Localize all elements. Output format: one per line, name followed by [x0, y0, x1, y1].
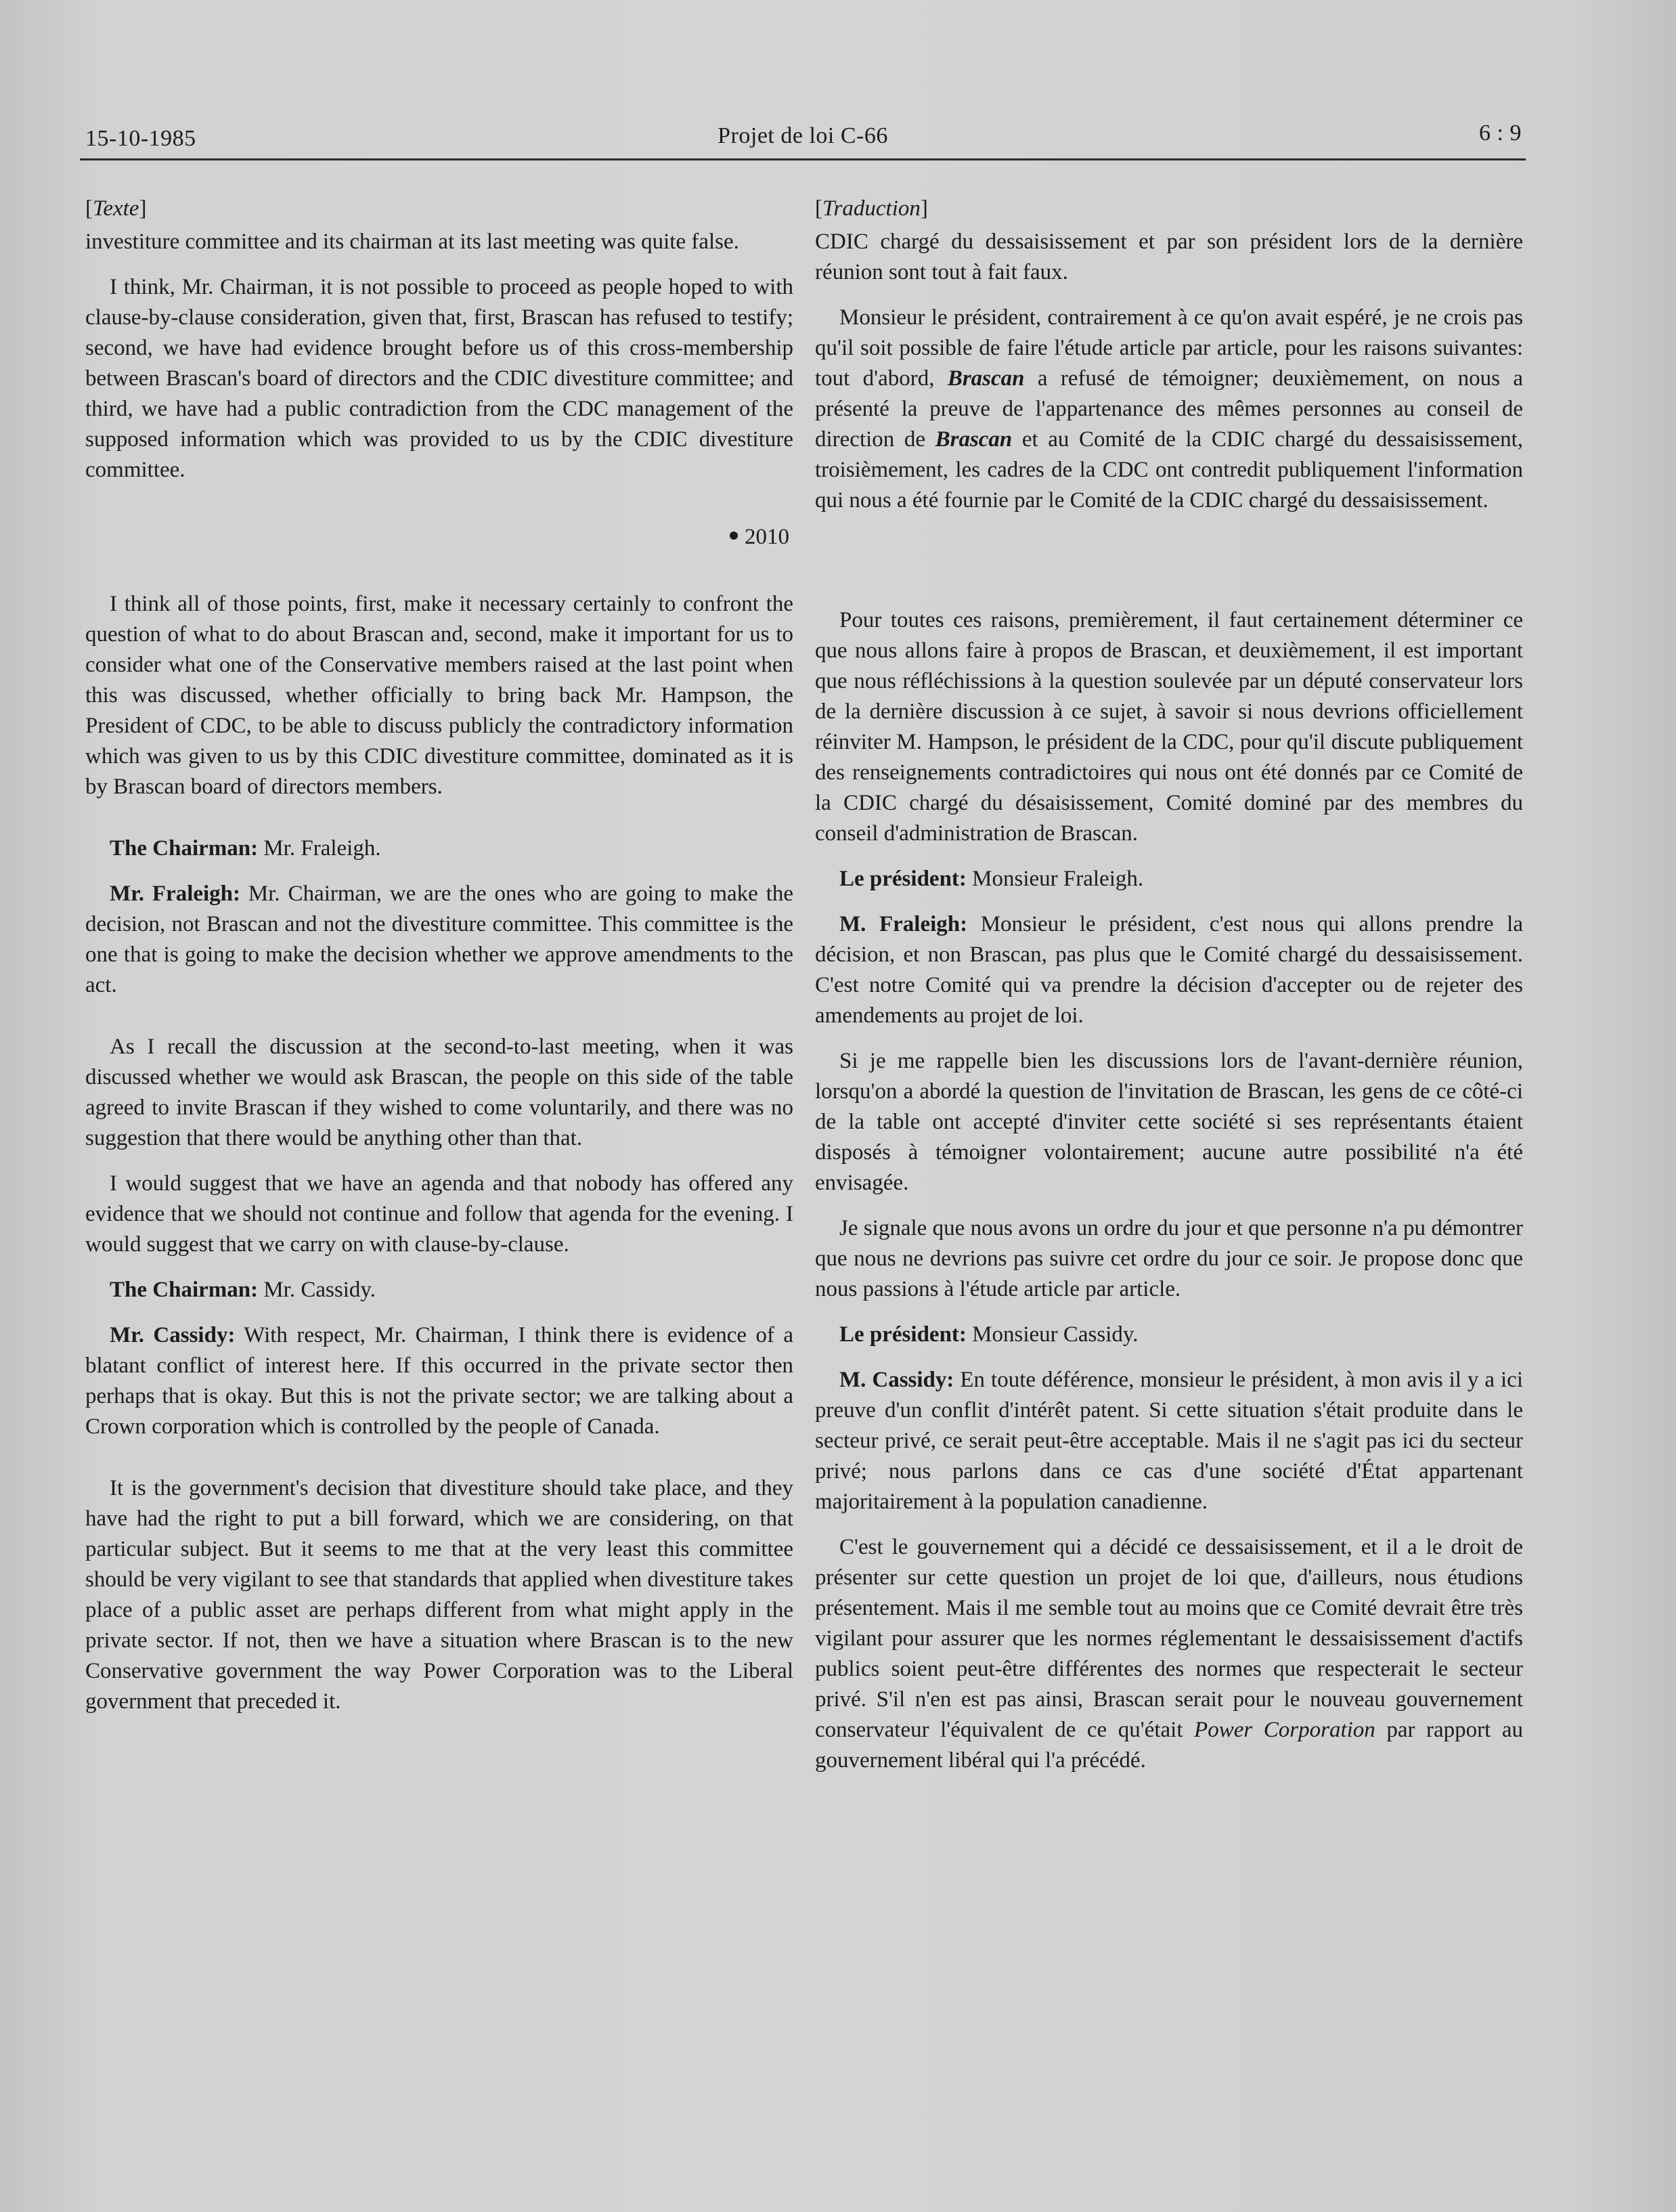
speaker-name: M. Cassidy:	[839, 1368, 954, 1392]
speaker-paragraph: M. Cassidy: En toute déférence, monsieur le président, à mon avis il y a ici preuve d'un conflit d'intérêt patent. Si cette situation s'était produite dans le secteur privé, ce serait peut-être acceptable. Mais il ne s'agit pas ici du secteur privé; nous parlons dans ce cas d'une société d'État appartenant majoritairement à la population canadienne.	[815, 1368, 1523, 1514]
paragraph: Je signale que nous avons un ordre du jour et que personne n'a pu démontrer que nous ne devrions pas suivre cet ordre du jour ce soir. Je propose donc que nous passions à l'étude article par article.	[815, 1216, 1523, 1301]
speaker-name: Le président:	[839, 1322, 967, 1347]
translation-tag: [Traduction]	[815, 196, 928, 221]
header-rule	[80, 158, 1526, 160]
header-date: 15-10-1985	[85, 126, 196, 151]
paragraph: Pour toutes ces raisons, premièrement, il faut certainement déterminer ce que nous allons faire à propos de Brascan, et deuxièmement, il est important que nous réfléchissions à la question soulevée par un député conservateur lors de la dernière discussion à ce sujet, à savoir si nous devrions officiellement réinviter M. Hampson, le président de la CDC, pour qu'il discute publiquement des renseignements contradictoires qui nous ont été donnés par ce Comité de la CDIC chargé du désaisissement, Comité dominé par des membres du conseil d'administration de Brascan.	[815, 608, 1523, 846]
speaker-paragraph: Le président: Monsieur Cassidy.	[839, 1322, 1139, 1347]
paragraph: I think, Mr. Chairman, it is not possible to proceed as people hoped to with clause-by-clause consideration, given that, first, Brascan has refused to testify; second, we have had evidence brought before us of this cross-membership between Brascan's board of directors and the CDIC divestiture committee; and third, we have had a public contradiction from the CDC management of the supposed information which was provided to us by the CDIC divestiture committee.	[85, 275, 793, 482]
header-page-number: 6 : 9	[1479, 121, 1522, 146]
bullet-icon	[730, 532, 738, 540]
running-header	[80, 121, 1526, 158]
speaker-name: The Chairman:	[110, 836, 259, 861]
paragraph: Monsieur le président, contrairement à ce qu'on avait espéré, je ne crois pas qu'il soit possible de faire l'étude article par article, pour les raisons suivantes: tout d'abord, Brascan a refusé de témoigner; deuxièmement, on nous a présenté la preuve de l'appartenance des mêmes personnes au conseil de direction de Brascan et au Comité de la CDIC chargé du dessaisissement, troisièmement, les cadres de la CDC ont contredit publiquement l'information qui nous a été fournie par le Comité de la CDIC chargé du dessaisissement.	[815, 305, 1523, 513]
speaker-paragraph: The Chairman: Mr. Fraleigh.	[110, 836, 381, 861]
speaker-paragraph: Le président: Monsieur Fraleigh.	[839, 867, 1144, 891]
speaker-paragraph: Mr. Cassidy: With respect, Mr. Chairman, I think there is evidence of a blatant conflict of interest here. If this occurred in the private sector then perhaps that is okay. But this is not the private sector; we are talking about a Crown corporation which is controlled by the people of Canada.	[85, 1323, 793, 1439]
time-marker: 2010	[85, 522, 793, 552]
speaker-paragraph: The Chairman: Mr. Cassidy.	[110, 1278, 376, 1302]
text-tag: [Texte]	[85, 196, 147, 221]
english-column	[85, 194, 793, 1732]
speaker-name: M. Fraleigh:	[839, 912, 968, 936]
speaker-paragraph: Mr. Fraleigh: Mr. Chairman, we are the ones who are going to make the decision, not Brascan and not the divestiture committee. This committee is the one that is going to make the decision whether we approve amendments to the act.	[85, 882, 794, 997]
paragraph: It is the government's decision that divestiture should take place, and they have had the right to put a bill forward, which we are considering, on that particular subject. But it seems to me that at the very least this committee should be very vigilant to see that standards that applied when divestiture takes place of a public asset are perhaps different from what might apply in the private sector. If not, then we have a situation where Brascan is to the new Conservative government the way Power Corporation was to the Liberal government that preceded it.	[85, 1476, 793, 1714]
paragraph: I would suggest that we have an agenda and that nobody has offered any evidence that we should not continue and follow that agenda for the evening. I would suggest that we carry on with clause-by-clause.	[85, 1171, 793, 1257]
paragraph: investiture committee and its chairman at its last meeting was quite false.	[85, 230, 739, 254]
speaker-name: Mr. Fraleigh:	[110, 882, 241, 906]
paragraph: Si je me rappelle bien les discussions lors de l'avant-dernière réunion, lorsqu'on a abordé la question de l'invitation de Brascan, les gens de ce côté-ci de la table ont accepté d'inviter cette société si ses représentants étaient disposés à témoigner volontairement; aucune autre possibilité n'a été envisagée.	[815, 1049, 1523, 1195]
speaker-name: The Chairman:	[110, 1278, 259, 1302]
french-column	[815, 194, 1523, 1791]
speaker-name: Le président:	[839, 867, 967, 891]
paragraph: C'est le gouvernement qui a décidé ce dessaisissement, et il a le droit de présenter sur cette question un projet de loi que, d'ailleurs, nous étudions présentement. Mais il me semble tout au moins que ce Comité devrait être très vigilant pour assurer que les normes réglementant le dessaisissement d'actifs publics soient peut-être différentes des normes que respecterait le secteur privé. S'il n'en est pas ainsi, Brascan serait pour le nouveau gouvernement conservateur l'équivalent de ce qu'était Power Corporation par rapport au gouvernement libéral qui l'a précédé.	[815, 1535, 1523, 1773]
speaker-paragraph: M. Fraleigh: Monsieur le président, c'est nous qui allons prendre la décision, et non Brascan, pas plus que le Comité chargé du dessaisissement. C'est notre Comité qui va prendre la décision d'accepter ou de rejeter des amendements au projet de loi.	[815, 912, 1523, 1028]
header-title: Projet de loi C-66	[718, 123, 888, 148]
paragraph: As I recall the discussion at the second-to-last meeting, when it was discussed whether we would ask Brascan, the people on this side of the table agreed to invite Brascan if they wished to come voluntarily, and there was no suggestion that there would be anything other than that.	[85, 1035, 793, 1150]
paragraph: CDIC chargé du dessaisissement et par son président lors de la dernière réunion sont tout à fait faux.	[815, 230, 1523, 284]
paragraph: I think all of those points, first, make it necessary certainly to confront the question of what to do about Brascan and, second, make it important for us to consider what one of the Conservative members raised at the last point when this was discussed, whether officially to bring back Mr. Hampson, the President of CDC, to be able to discuss publicly the contradictory information which was given to us by this CDIC divestiture committee, dominated as it is by Brascan board of directors members.	[85, 592, 793, 799]
speaker-name: Mr. Cassidy:	[110, 1323, 236, 1347]
